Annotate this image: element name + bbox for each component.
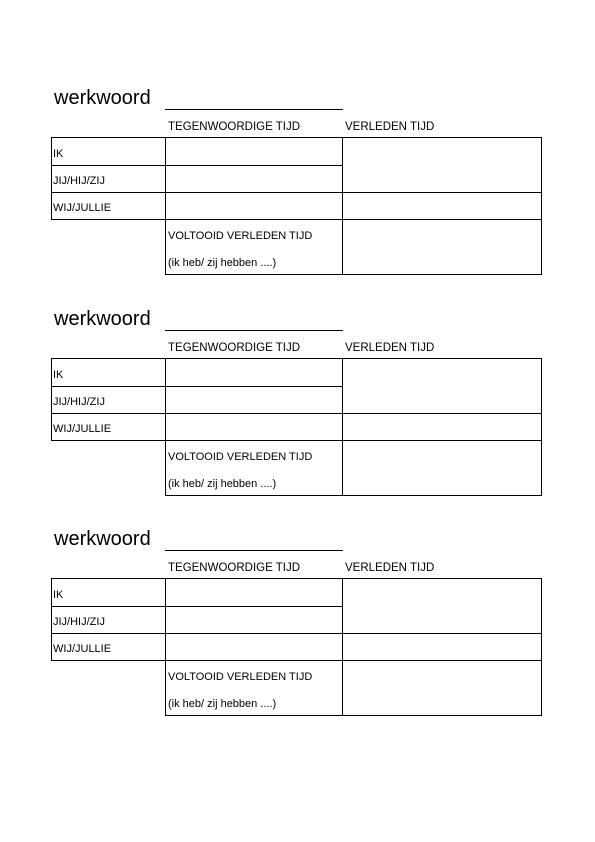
past-singular-field[interactable] [343, 138, 541, 192]
header-past-tense: VERLEDEN TIJD [345, 342, 435, 354]
header-past-tense: VERLEDEN TIJD [345, 121, 435, 133]
present-wij-jullie-field[interactable] [166, 634, 342, 660]
present-ik-field[interactable] [166, 138, 342, 165]
perfect-tense-field[interactable] [343, 441, 541, 495]
perfect-tense-field[interactable] [343, 661, 541, 715]
past-plural-field[interactable] [343, 193, 541, 219]
header-present-tense: TEGENWOORDIGE TIJD [168, 342, 301, 354]
row-label-wij-jullie: WIJ/JULLIE [53, 202, 112, 214]
present-jij-hij-zij-field[interactable] [166, 387, 342, 413]
row-label-jij-hij-zij: JIJ/HIJ/ZIJ [53, 396, 105, 408]
present-wij-jullie-field[interactable] [166, 414, 342, 440]
perfect-tense-label: VOLTOOID VERLEDEN TIJD [168, 230, 313, 242]
row-label-wij-jullie: WIJ/JULLIE [53, 423, 112, 435]
present-jij-hij-zij-field[interactable] [166, 166, 342, 192]
past-singular-field[interactable] [343, 359, 541, 413]
header-present-tense: TEGENWOORDIGE TIJD [168, 121, 301, 133]
row-label-ik: IK [53, 148, 64, 160]
row-label-ik: IK [53, 369, 64, 381]
perfect-tense-hint: (ik heb/ zij hebben ....) [168, 478, 277, 490]
present-wij-jullie-field[interactable] [166, 193, 342, 219]
header-past-tense: VERLEDEN TIJD [345, 562, 435, 574]
row-label-ik: IK [53, 589, 64, 601]
past-plural-field[interactable] [343, 414, 541, 440]
section-title: werkwoord [54, 87, 151, 109]
perfect-tense-hint: (ik heb/ zij hebben ....) [168, 257, 277, 269]
perfect-tense-label: VOLTOOID VERLEDEN TIJD [168, 671, 313, 683]
section-title: werkwoord [54, 308, 151, 330]
perfect-tense-hint: (ik heb/ zij hebben ....) [168, 698, 277, 710]
verb-section-1 [0, 86, 595, 286]
perfect-tense-label: VOLTOOID VERLEDEN TIJD [168, 451, 313, 463]
past-singular-field[interactable] [343, 579, 541, 633]
past-plural-field[interactable] [343, 634, 541, 660]
row-label-jij-hij-zij: JIJ/HIJ/ZIJ [53, 616, 105, 628]
present-ik-field[interactable] [166, 579, 342, 606]
perfect-tense-field[interactable] [343, 220, 541, 274]
section-title: werkwoord [54, 528, 151, 550]
verb-section-3 [0, 527, 595, 727]
present-jij-hij-zij-field[interactable] [166, 607, 342, 633]
header-present-tense: TEGENWOORDIGE TIJD [168, 562, 301, 574]
row-label-jij-hij-zij: JIJ/HIJ/ZIJ [53, 175, 105, 187]
verb-section-2 [0, 307, 595, 507]
row-label-wij-jullie: WIJ/JULLIE [53, 643, 112, 655]
present-ik-field[interactable] [166, 359, 342, 386]
